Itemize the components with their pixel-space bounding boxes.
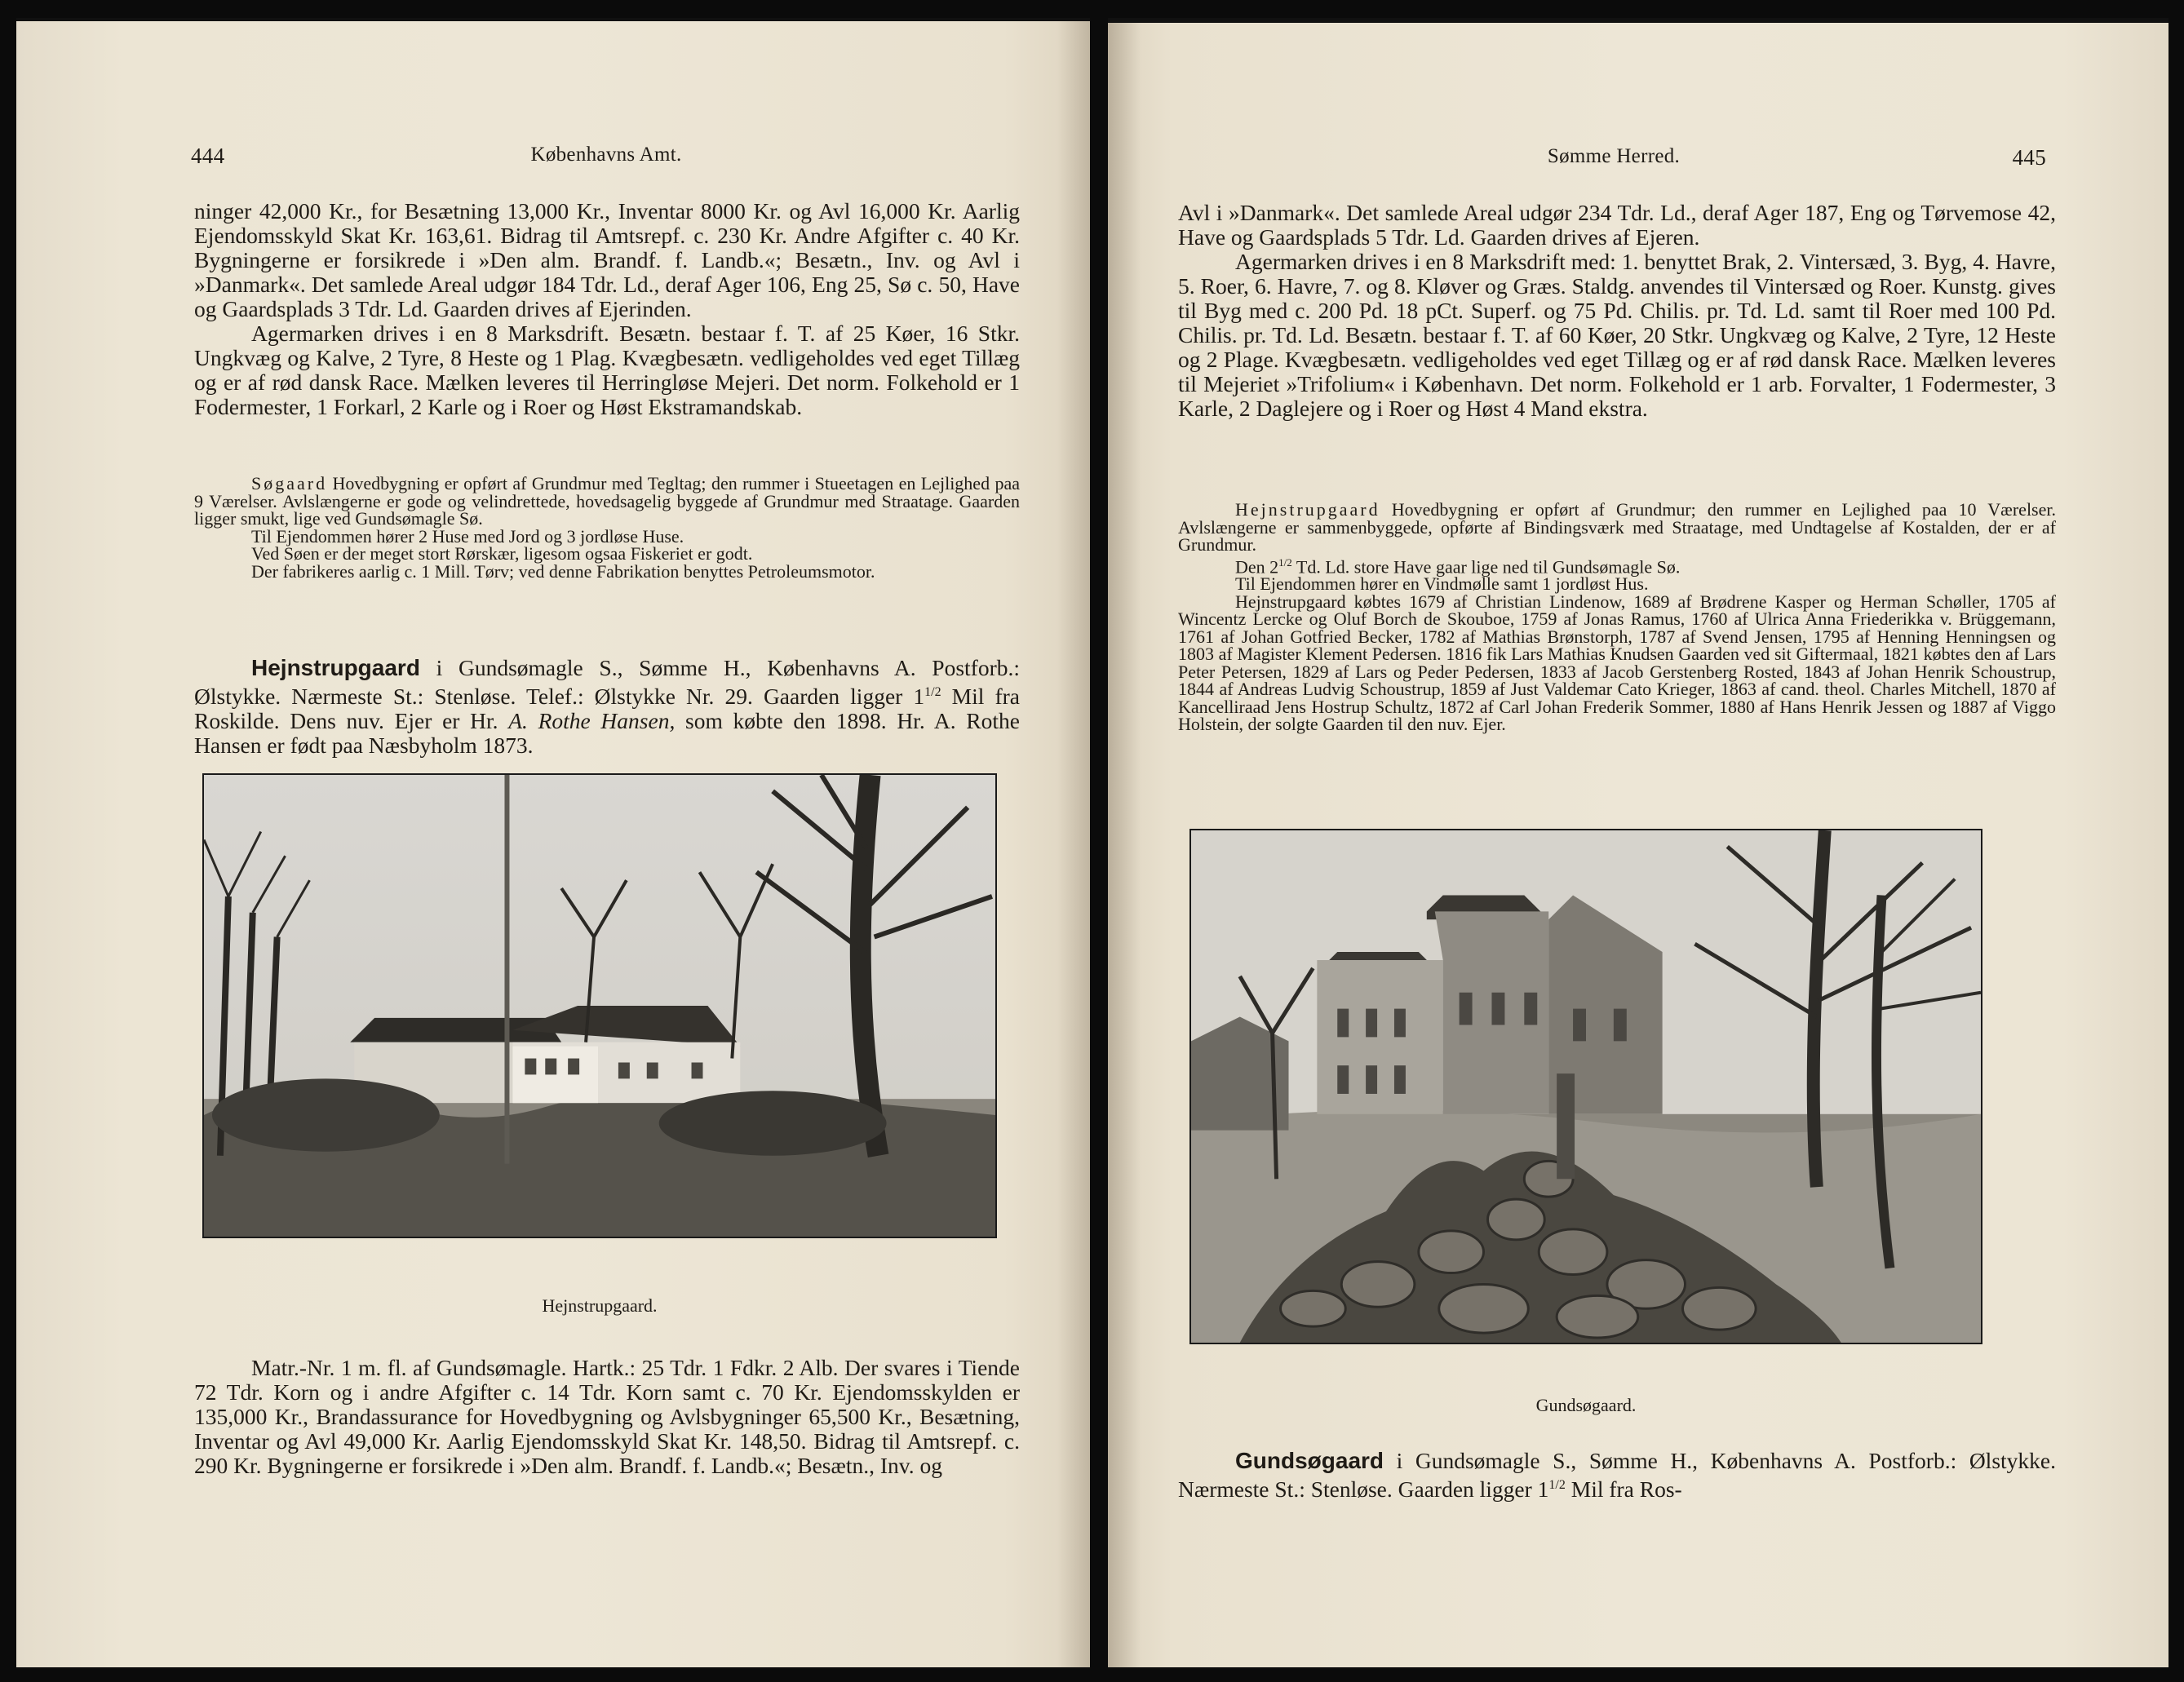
entry-text: i Gundsømagle S., Sømme H., Københavns A. Postforb.: Ølstykke. Nærmeste St.: Stenløse. Telef.: Ølstykke Nr. 29. Gaarden ligger 1: [194, 655, 1020, 710]
note-text: Hejnstrupgaard købtes 1679 af Christian Lindenow, 1689 af Brødrene Kasper og Herman Schøller, 1705 af Wincentz Lercke og Oluf Borch de Skouboe, 1759 af Jonas Ramus, 1760 af Ulrica Anna Friederikka v. Brüggemann, 1761 af Johan Gotfried Becker, 1782 af Mathias Brønstorph, 1787 af Svend Jensen, 1795 af Henning Henningsen og 1803 af Magister Klement Pedersen. 1816 fik Lars Mathias Knudsen Gaarden ved sit Giftermaal, 1821 købtes den af Lars Peter Petersen, 1829 af Lars og Peder Pedersen, 1833 af Jacob Gerstenberg Rosted, 1843 af Johan Henrik Schoustrup, 1844 af Andreas Ludvig Schoustrup, 1859 af Just Valdemar Cato Krieger, 1863 af cand. theol. Charles Mitchell, 1870 af Kancelliraad Jens Hostrup Schultz, 1872 af Carl Johan Frederik Sommer, 1880 af Hans Henrik Jessen og 1887 af Viggo Holstein, der solgte Gaarden til den nuv. Ejer.: [1178, 591, 2056, 735]
photo-caption: Gundsøgaard.: [1535, 1395, 1637, 1415]
note-name: Hejnstrupgaard: [1235, 499, 1380, 520]
entry-title: Hejnstrupgaard: [251, 655, 420, 680]
photo-caption: Hejnstrupgaard.: [542, 1295, 658, 1316]
owner-name: A. Rothe Hansen,: [508, 708, 676, 734]
fraction: 1/2: [1548, 1478, 1566, 1492]
entry-text: Mil fra Ros-: [1565, 1476, 1682, 1503]
note-text: Der fabrikeres aarlig c. 1 Mill. Tørv; ved denne Fabrikation benyttes Petroleumsmotor.: [251, 560, 875, 582]
fraction: 1/2: [924, 685, 941, 699]
note-text: Hovedbygning er opført af Grundmur; den rummer en Lejlighed paa 10 Værelser. Avlslængerne er sammenbyggede, opførte af Bindingsværk med Straatage, med Undtagelse af Kostalden, der er af Grundmur.: [1178, 499, 2056, 555]
running-head-title: Sømme Herred.: [1547, 145, 1681, 167]
right-small-notes: [1178, 501, 2056, 733]
gutter-shadow: [1057, 21, 1090, 1667]
gutter-shadow: [1108, 23, 1141, 1667]
note-text: Til Ejendommen hører en Vindmølle samt 1 jordløst Hus.: [1235, 573, 1649, 595]
hejnstrupgaard-photo: [202, 773, 997, 1238]
paragraph: ninger 42,000 Kr., for Besætning 13,000 Kr., Inventar 8000 Kr. og Avl 16,000 Kr. Aarlig Ejendomsskyld Skat Kr. 163,61. Bidrag til Amtsrepf. c. 230 Kr. Andre Afgifter c. 40 Kr. Bygningerne er forsikrede i »Den alm. Brandf. f. Landb.«; Besætn., Inv. og Avl i »Danmark«. Det samlede Areal udgør 184 Tdr. Ld., deraf Ager 106, Eng 25, Sø c. 50, Have og Gaardsplads 3 Tdr. Ld. Gaarden drives af Ejerinden.: [194, 198, 1020, 321]
entry-text: Mil fra Roskilde. Dens nuv. Ejer er Hr.: [194, 684, 1020, 734]
right-text-top: [1178, 201, 2056, 421]
left-page: [16, 18, 1090, 1667]
running-head-title: Københavns Amt.: [530, 144, 682, 166]
gundsogaard-photo: [1189, 829, 1982, 1344]
entry-gundsogaard: [1178, 1449, 2056, 1502]
paragraph: Agermarken drives i en 8 Marksdrift. Besætn. bestaar f. T. af 25 Køer, 16 Stkr. Ungkvæg og Kalve, 2 Tyre, 8 Heste og 1 Plag. Kvægbesætn. vedligeholdes ved eget Tillæg og er af rød dansk Race. Mælken leveres til Herringløse Mejeri. Det norm. Folkehold er 1 Fodermester, 1 Forkarl, 2 Karle og i Roer og Høst Ekstramandskab.: [194, 321, 1020, 419]
page-number: 445: [2012, 145, 2046, 170]
left-small-notes: [194, 475, 1020, 580]
paragraph: Agermarken drives i en 8 Marksdrift med: 1. benyttet Brak, 2. Vintersæd, 3. Byg, 4. Havre, 5. Roer, 6. Havre, 7. og 8. Kløver og Græs. Staldg. anvendes til Vintersæd og Roer. Kunstg. gives til Byg med c. 200 Pd. 18 pCt. Superf. og 75 Pd. Chilis. pr. Td. Ld. samt til Roer med 100 Pd. Chilis. pr. Td. Ld. Besætn. bestaar f. T. af 60 Køer, 20 Stkr. Ungkvæg og Kalve, 2 Tyre, 12 Heste og 2 Plage. Kvægbesætn. vedligeholdes ved eget Tillæg og er af rød dansk Race. Mælken leveres til Mejeriet »Trifolium« i København. Det norm. Folkehold er 1 arb. Forvalter, 1 Fodermester, 3 Karle, 2 Daglejere og i Roer og Høst 4 Mand ekstra.: [1178, 249, 2056, 421]
left-text-top: [194, 199, 1020, 419]
note-text: Til Ejendommen hører 2 Huse med Jord og 3 jordløse Huse.: [251, 525, 684, 547]
page-number: 444: [191, 144, 225, 168]
entry-hejnstrupgaard: [194, 656, 1020, 758]
note-text: Ved Søen er der meget stort Rørskær, ligesom ogsaa Fiskeriet er godt.: [251, 543, 753, 564]
entry-text: som købte den 1898. Hr. A. Rothe Hansen er født paa Næsbyholm 1873.: [194, 708, 1020, 759]
entry-title: Gundsøgaard: [1235, 1448, 1384, 1473]
note-text: Td. Ld. store Have gaar lige ned til Gundsømagle Sø.: [1291, 556, 1681, 577]
fraction: 1/2: [1278, 556, 1292, 569]
entry-text: i Gundsømagle S., Sømme H., Københavns A. Postforb.: Ølstykke. Nærmeste St.: Stenløse. Gaarden ligger 1: [1178, 1448, 2056, 1503]
note-text: Hovedbygning er opført af Grundmur med Tegltag; den rummer i Stueetagen en Lejlighed paa 9 Værelser. Avlslængerne er gode og velindrettede, hovedsagelig byggede af Grundmur med Straatage. Gaarden ligger smukt, lige ved Gundsømagle Sø.: [194, 473, 1020, 529]
note-name: Søgaard: [251, 473, 328, 494]
paragraph: Avl i »Danmark«. Det samlede Areal udgør 234 Tdr. Ld., deraf Ager 187, Eng og Tørvemose 42, Have og Gaardsplads 5 Tdr. Ld. Gaarden drives af Ejeren.: [1178, 200, 2056, 250]
note-text: Den 2: [1235, 556, 1279, 577]
right-page: [1108, 18, 2168, 1667]
paragraph: Matr.-Nr. 1 m. fl. af Gundsømagle. Hartk.: 25 Tdr. 1 Fdkr. 2 Alb. Der svares i Tiende 72 Tdr. Korn og i andre Afgifter c. 14 Tdr. Korn samt c. 70 Kr. Ejendomsskylden er 135,000 Kr., Brandassurance for Hovedbygning og Avlsbygninger 65,500 Kr., Besætning, Inventar og Avl 49,000 Kr. Aarlig Ejendomsskyld Skat Kr. 148,50. Bidrag til Amtsrepf. c. 290 Kr. Bygningerne er forsikrede i »Den alm. Brandf. f. Landb.«; Besætn., Inv. og: [194, 1355, 1020, 1478]
left-text-bottom: [194, 1356, 1020, 1478]
